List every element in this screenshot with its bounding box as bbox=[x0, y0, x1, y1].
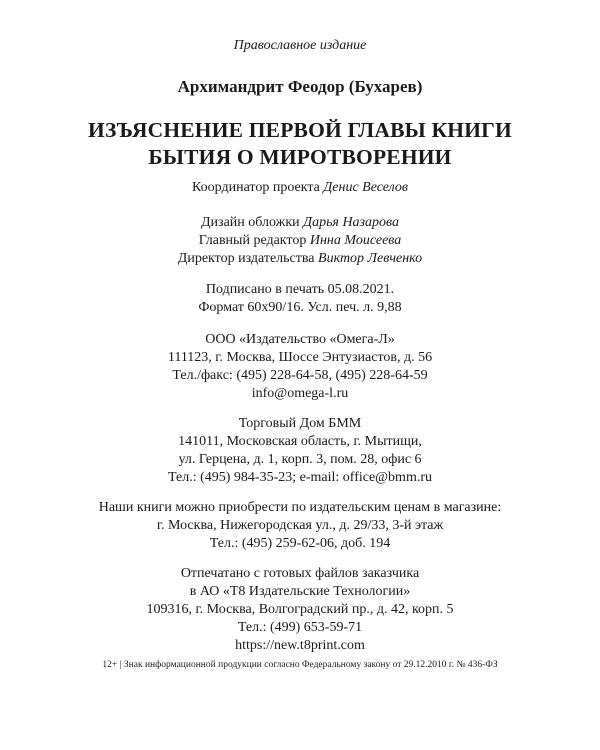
print-info bbox=[40, 281, 560, 317]
author-name: Архимандрит Феодор (Бухарев) bbox=[177, 77, 423, 96]
title-line: БЫТИЯ О МИРОТВОРЕНИИ bbox=[148, 145, 452, 169]
coordinator-credit bbox=[40, 179, 560, 197]
credit-name: Виктор Левченко bbox=[318, 251, 423, 266]
publisher-email: info@omega-l.ru bbox=[251, 386, 349, 401]
staff-credits bbox=[40, 214, 560, 268]
store-line: Наши книги можно приобрести по издательским ценам в магазине: bbox=[98, 500, 502, 515]
trading-house-line: Торговый Дом БММ bbox=[238, 416, 362, 431]
printer-line: в АО «Т8 Издательские Технологии» bbox=[189, 584, 411, 599]
title-line: ИЗЪЯСНЕНИЕ ПЕРВОЙ ГЛАВЫ КНИГИ bbox=[88, 118, 512, 142]
credit-role: Директор издательства bbox=[177, 251, 319, 266]
printer-info bbox=[40, 565, 560, 655]
credit-role: Координатор проекта bbox=[192, 180, 324, 195]
trading-house-line: ул. Герцена, д. 1, корп. 3, пом. 28, офис 6 bbox=[178, 452, 422, 467]
print-info-line: Подписано в печать 05.08.2021. bbox=[205, 282, 395, 297]
printer-line: 109316, г. Москва, Волгоградский пр., д. 42, корп. 5 bbox=[146, 602, 454, 617]
store-line: Тел.: (495) 259-62-06, доб. 194 bbox=[209, 536, 391, 551]
credit-role: Главный редактор bbox=[198, 233, 310, 248]
store-line: г. Москва, Нижегородская ул., д. 29/33, 3-й этаж bbox=[156, 518, 444, 533]
print-info-line: Формат 60х90/16. Усл. печ. л. 9,88 bbox=[198, 300, 402, 315]
publisher-info bbox=[40, 331, 560, 403]
printer-line: Отпечатано с готовых файлов заказчика bbox=[180, 566, 420, 581]
credit-name: Дарья Назарова bbox=[303, 215, 399, 230]
credit-role: Дизайн обложки bbox=[201, 215, 304, 230]
credit-name: Инна Моисеева bbox=[309, 233, 402, 248]
trading-house-line: 141011, Московская область, г. Мытищи, bbox=[178, 434, 422, 449]
printer-line: Тел.: (499) 653-59-71 bbox=[237, 620, 363, 635]
book-title bbox=[40, 117, 560, 171]
printer-url: https://new.t8print.com bbox=[235, 638, 365, 653]
publisher-line: ООО «Издательство «Омега-Л» bbox=[205, 332, 395, 347]
publisher-line: 111123, г. Москва, Шоссе Энтузиастов, д. 56 bbox=[167, 350, 433, 365]
age-rating-footer: 12+ | Знак информационной продукции согласно Федеральному закону от 29.12.2010 г. № 436-ФЗ bbox=[102, 660, 498, 670]
store-info bbox=[40, 499, 560, 553]
trading-house-info bbox=[40, 415, 560, 487]
credit-name: Денис Веселов bbox=[323, 180, 408, 195]
publisher-line: Тел./факс: (495) 228-64-58, (495) 228-64-59 bbox=[172, 368, 428, 383]
series-label: Православное издание bbox=[233, 38, 367, 53]
trading-house-line: Тел.: (495) 984-35-23; e-mail: office@bmm.ru bbox=[167, 470, 433, 485]
